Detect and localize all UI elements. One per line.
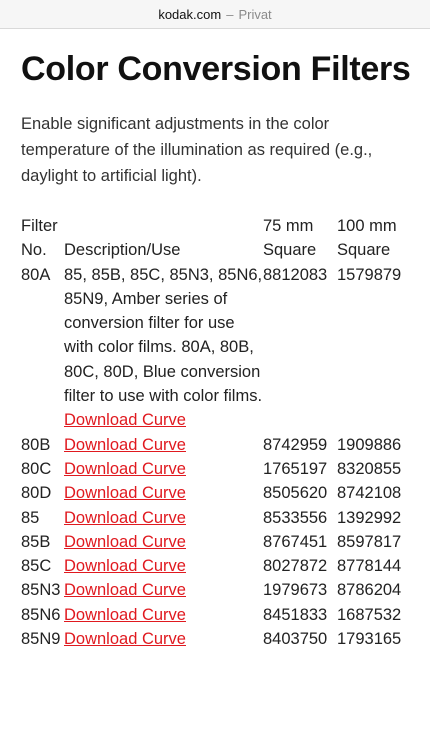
header-description	[64, 214, 263, 263]
download-curve-link[interactable]: Download Curve	[64, 411, 186, 430]
square-100mm: 1793165	[337, 630, 402, 649]
table-row	[21, 530, 417, 554]
square-100mm: 1687532	[337, 605, 402, 624]
header-75mm-label: 75 mm	[263, 217, 314, 235]
table-row	[21, 481, 417, 505]
table-row	[21, 433, 417, 457]
square-100mm: 8597817	[337, 532, 402, 551]
filter-description	[64, 457, 263, 481]
description-text: 85, 85B, 85C, 85N3, 85N6, 85N9, Amber series of conversion filter for use with color films. 80A, 80B, 80C, 80D, Blue conversion filter to use with color films.	[64, 265, 263, 406]
table-row	[21, 627, 417, 651]
header-100mm-square: Square	[337, 241, 391, 260]
header-no-label: No.	[21, 241, 47, 260]
header-filter-no	[21, 214, 64, 263]
download-curve-link[interactable]: Download Curve	[64, 557, 186, 576]
filter-description	[64, 627, 263, 651]
filter-no: 85C	[21, 557, 52, 576]
domain-separator: –	[226, 6, 234, 22]
table-row	[21, 263, 417, 433]
filter-no: 85	[21, 508, 40, 527]
filter-no: 80A	[21, 265, 51, 284]
filter-no: 85N3	[21, 581, 61, 600]
header-75mm-square: Square	[263, 241, 317, 260]
download-curve-link[interactable]: Download Curve	[64, 459, 186, 478]
square-100mm: 8786204	[337, 581, 402, 600]
domain-label: kodak.com	[158, 6, 222, 22]
filters-table	[21, 214, 417, 651]
table-row	[21, 506, 417, 530]
table-header-row	[21, 214, 417, 263]
table-row	[21, 554, 417, 578]
square-100mm: 1392992	[337, 508, 402, 527]
filter-no: 80D	[21, 484, 52, 503]
table-row	[21, 578, 417, 602]
filter-description	[64, 433, 263, 457]
download-curve-link[interactable]: Download Curve	[64, 532, 186, 551]
download-curve-link[interactable]: Download Curve	[64, 581, 186, 600]
square-75mm: 1765197	[263, 459, 328, 478]
download-curve-link[interactable]: Download Curve	[64, 484, 186, 503]
intro-text: Enable significant adjustments in the color temperature of the illumination as required (e.g., daylight to artificial light).	[21, 115, 373, 185]
square-75mm: 8505620	[263, 484, 328, 503]
filter-no: 80B	[21, 435, 51, 454]
filter-description	[64, 530, 263, 554]
square-100mm: 8742108	[337, 484, 402, 503]
square-75mm: 8812083	[263, 265, 328, 284]
header-100mm-label: 100 mm	[337, 217, 397, 235]
square-100mm: 1909886	[337, 435, 402, 454]
square-75mm: 8027872	[263, 557, 328, 576]
square-75mm: 8533556	[263, 508, 328, 527]
filter-description	[64, 578, 263, 602]
filter-description	[64, 506, 263, 530]
square-75mm: 8742959	[263, 435, 328, 454]
download-curve-link[interactable]: Download Curve	[64, 605, 186, 624]
square-75mm: 8403750	[263, 630, 328, 649]
square-100mm: 8778144	[337, 557, 402, 576]
filter-no: 85N9	[21, 630, 61, 649]
square-75mm: 1979673	[263, 581, 328, 600]
filter-description	[64, 554, 263, 578]
filter-no: 85B	[21, 532, 51, 551]
square-100mm: 8320855	[337, 459, 402, 478]
private-mode-label: Privat	[238, 6, 272, 22]
filter-description	[64, 263, 263, 433]
header-100mm	[337, 214, 417, 263]
header-filter-label: Filter	[21, 217, 58, 235]
table-row	[21, 457, 417, 481]
filter-no: 85N6	[21, 605, 61, 624]
square-75mm: 8451833	[263, 605, 328, 624]
header-description-label: Description/Use	[64, 241, 181, 260]
browser-address-bar[interactable]	[0, 0, 430, 29]
filter-no: 80C	[21, 459, 52, 478]
square-75mm: 8767451	[263, 532, 328, 551]
page-content	[0, 49, 430, 651]
download-curve-link[interactable]: Download Curve	[64, 508, 186, 527]
download-curve-link[interactable]: Download Curve	[64, 630, 186, 649]
page-title: Color Conversion Filters	[21, 50, 411, 88]
header-75mm	[263, 214, 337, 263]
square-100mm: 1579879	[337, 265, 402, 284]
table-row	[21, 603, 417, 627]
filter-description	[64, 603, 263, 627]
download-curve-link[interactable]: Download Curve	[64, 435, 186, 454]
filter-description	[64, 481, 263, 505]
